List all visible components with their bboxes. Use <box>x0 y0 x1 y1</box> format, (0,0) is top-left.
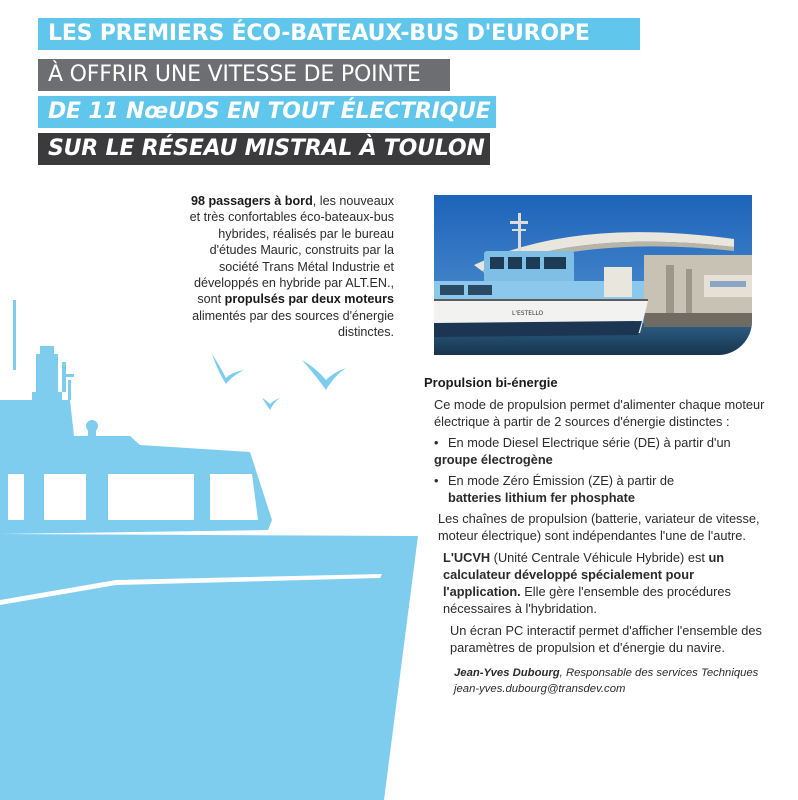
title-line-2: À OFFRIR UNE VITESSE DE POINTE <box>38 59 450 91</box>
bullet-dot-icon: • <box>434 435 439 450</box>
bullet-diesel-text: En mode Diesel Electrique série (DE) à partir d'un <box>448 435 731 450</box>
bullet-dot-icon: • <box>434 473 439 488</box>
bullet-ze-bold: batteries lithium fer phosphate <box>448 490 636 505</box>
intro-text-1: , les nouveaux et très confortables éco-bateaux-bus hybrides, réalisés par le bureau d'études Mauric, construits par la société Trans Métal Industrie et développés en hybride par ALT.EN., sont <box>189 194 394 307</box>
ucvh-text-2: Elle gère l'ensemble des procédures nécessaires à l'hybridation. <box>443 584 731 616</box>
bullet-ze-text: En mode Zéro Émission (ZE) à partir de <box>448 473 675 488</box>
ucvh-bold: L'UCVH <box>443 550 491 565</box>
propulsion-description: Ce mode de propulsion permet d'alimenter chaque moteur électrique à partir de 2 sources d'énergie distinctes : <box>434 397 765 429</box>
bullet-diesel-bold: groupe électrogène <box>434 452 553 467</box>
boat-photo <box>434 195 752 355</box>
pc-screen-paragraph: Un écran PC interactif permet d'afficher l'ensemble des paramètres de propulsion et d'énergie du navire. <box>450 623 762 655</box>
propulsion-section <box>424 374 774 697</box>
intro-bold-passengers: 98 passagers à bord <box>190 194 313 208</box>
boat-name-label: L'ESTELLO <box>512 310 544 317</box>
signature-email-link[interactable]: jean-yves.dubourg@transdev.com <box>454 683 626 695</box>
section-heading: Propulsion bi-énergie <box>424 375 558 390</box>
title-line-1: LES PREMIERS ÉCO-BATEAUX-BUS D'EUROPE <box>38 18 640 50</box>
ucvh-paragraph <box>443 549 774 617</box>
intro-text-2: alimentés par des sources d'énergie distinctes. <box>192 308 394 340</box>
bullet-diesel <box>434 434 774 468</box>
boat-photo-illustration <box>434 195 752 355</box>
signature-name: Jean-Yves Dubourg <box>454 667 560 679</box>
bullet-zero-emission <box>434 472 774 506</box>
title-line-4: SUR LE RÉSEAU MISTRAL À TOULON <box>38 133 490 165</box>
ucvh-bold-2: un calculateur développé spécialement pour l'application. <box>443 550 725 599</box>
boat-silhouette-illustration <box>0 300 420 800</box>
mast-line <box>13 300 16 370</box>
signature-role: , Responsable des services Techniques <box>559 667 759 679</box>
seagulls <box>212 354 346 410</box>
signature <box>454 665 774 697</box>
propulsion-chains-paragraph: Les chaînes de propulsion (batterie, variateur de vitesse, moteur électrique) sont indépendantes l'une de l'autre. <box>438 511 760 543</box>
intro-bold-engines: propulsés par deux moteurs <box>224 292 394 307</box>
title-line-3: DE 11 NœUDS EN TOUT ÉLECTRIQUE <box>38 96 496 128</box>
ucvh-text-1: (Unité Centrale Véhicule Hybride) est <box>490 550 709 565</box>
